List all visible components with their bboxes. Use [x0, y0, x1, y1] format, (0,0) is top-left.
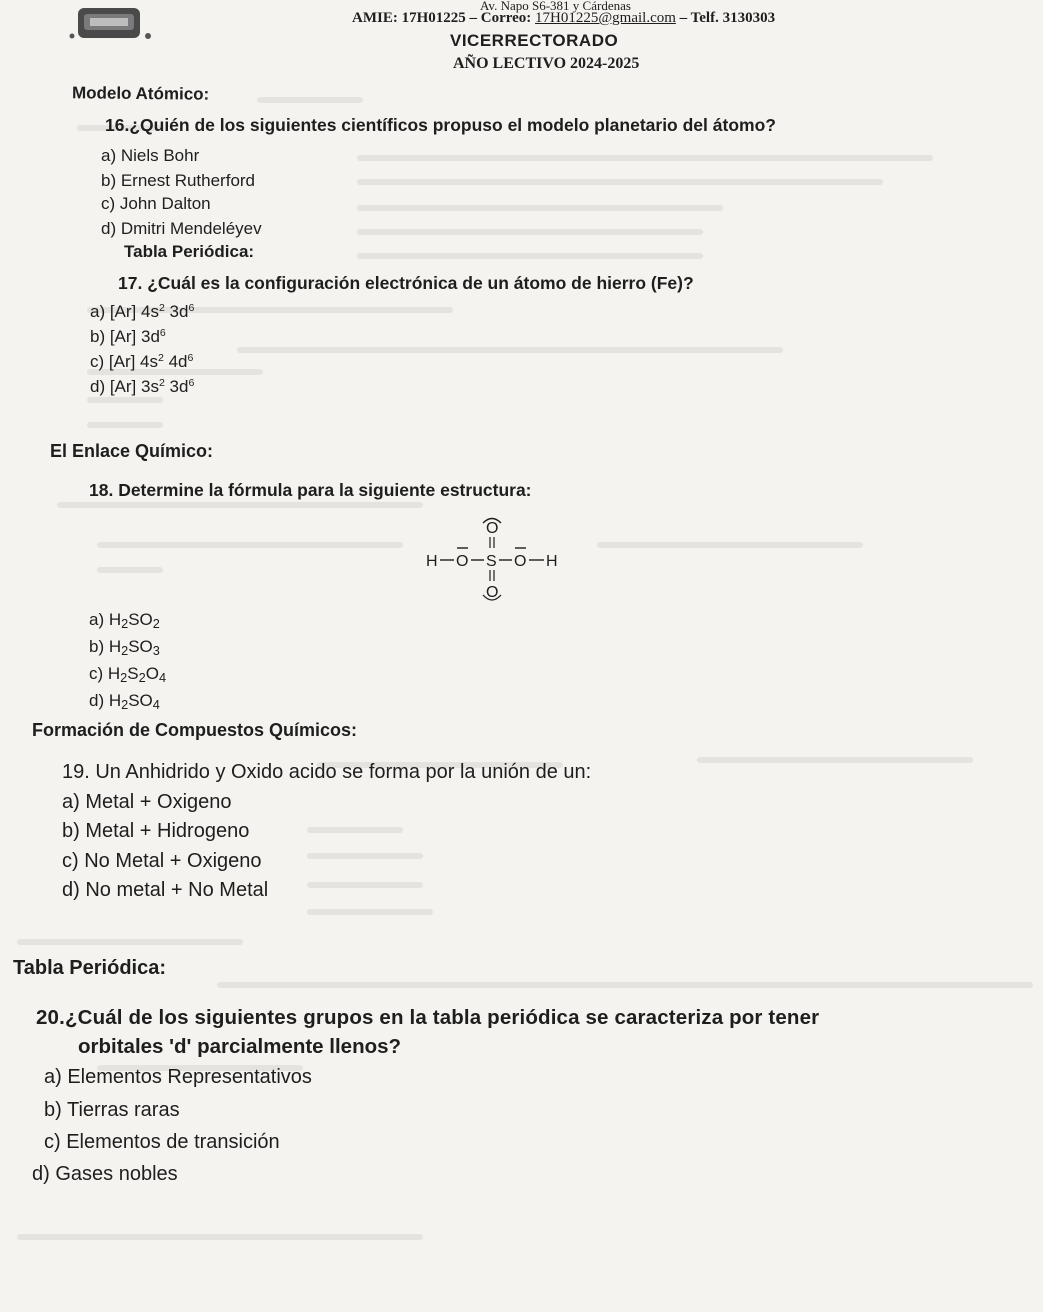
q16-option-c[interactable]: c) John Dalton	[101, 194, 211, 213]
struct-h-left: H	[426, 553, 438, 570]
q18-option-c[interactable]: c) $H_2S_2O_4$	[89, 664, 167, 686]
section-compound-formation: Formación de Compuestos Químicos:	[32, 720, 358, 740]
header-address: Av. Napo S6-381 y Cárdenas	[480, 0, 631, 13]
q17-option-c[interactable]: c) [Ar] $4s^2$ $4d^6$	[90, 352, 194, 371]
struct-o-top: O	[486, 520, 499, 537]
header-amie: AMIE: 17H01225 – Correo:	[352, 10, 536, 26]
q16-question: 16.¿Quién de los siguientes científicos propuso el modelo planetario del átomo?	[105, 115, 776, 135]
q20-question-line2: orbitales 'd' parcialmente llenos?	[78, 1035, 402, 1058]
q19-option-c[interactable]: c) No Metal + Oxigeno	[62, 850, 262, 872]
q16-option-d[interactable]: d) Dmitri Mendeléyev	[101, 219, 262, 238]
q17-option-b[interactable]: b) [Ar] $3d^6$	[90, 327, 166, 346]
q19-question: 19. Un Anhidrido y Oxido acido se forma por la unión de un:	[62, 761, 592, 783]
q20-option-c[interactable]: c) Elementos de transición	[44, 1131, 280, 1153]
header-department: VICERRECTORADO	[450, 31, 619, 50]
q19-option-a[interactable]: a) Metal + Oxigeno	[62, 791, 232, 813]
struct-o-bottom: O	[486, 584, 499, 601]
header-email-link[interactable]: 17H01225@gmail.com	[535, 10, 676, 26]
q20-option-d[interactable]: d) Gases nobles	[32, 1163, 178, 1185]
section-atomic-model: Modelo Atómico:	[71, 83, 210, 104]
q20-option-b[interactable]: b) Tierras raras	[44, 1099, 180, 1121]
q17-option-d[interactable]: d) [Ar] $3s^2$ $3d^6$	[90, 377, 195, 396]
q18-question: 18. Determine la fórmula para la siguiente estructura:	[89, 480, 532, 500]
sulfuric-acid-structure	[420, 515, 590, 605]
q18-option-b[interactable]: b) $H_2SO_3$	[89, 637, 160, 659]
struct-h-right: H	[546, 553, 558, 570]
header-amie-contact	[352, 10, 775, 27]
q20-option-a[interactable]: a) Elementos Representativos	[44, 1066, 312, 1088]
struct-o-right: O	[514, 553, 527, 570]
q19-option-d[interactable]: d) No metal + No Metal	[62, 879, 269, 901]
q18-option-d[interactable]: d) $H_2SO_4$	[89, 691, 160, 713]
q17-question: 17. ¿Cuál es la configuración electrónica de un átomo de hierro (Fe)?	[118, 273, 694, 293]
section-chemical-bond: El Enlace Químico:	[50, 441, 214, 461]
struct-s: S	[486, 553, 497, 570]
q19-option-b[interactable]: b) Metal + Hidrogeno	[62, 820, 250, 842]
header-phone: – Telf. 3130303	[675, 10, 776, 26]
q17-option-a[interactable]: a) [Ar] $4s^2$ $3d^6$	[90, 302, 195, 321]
q18-option-a[interactable]: a) $H_2SO_2$	[89, 610, 160, 632]
q16-option-a[interactable]: a) Niels Bohr	[101, 146, 200, 165]
struct-o-left: O	[456, 553, 469, 570]
q20-question-line1: 20.¿Cuál de los siguientes grupos en la tabla periódica se caracteriza por tener	[36, 1006, 820, 1029]
section-periodic-table-2: Tabla Periódica:	[13, 957, 167, 979]
section-periodic-table: Tabla Periódica:	[124, 242, 255, 261]
q16-option-b[interactable]: b) Ernest Rutherford	[101, 171, 256, 190]
school-logo	[64, 2, 154, 42]
header-school-year: AÑO LECTIVO 2024-2025	[453, 55, 640, 72]
